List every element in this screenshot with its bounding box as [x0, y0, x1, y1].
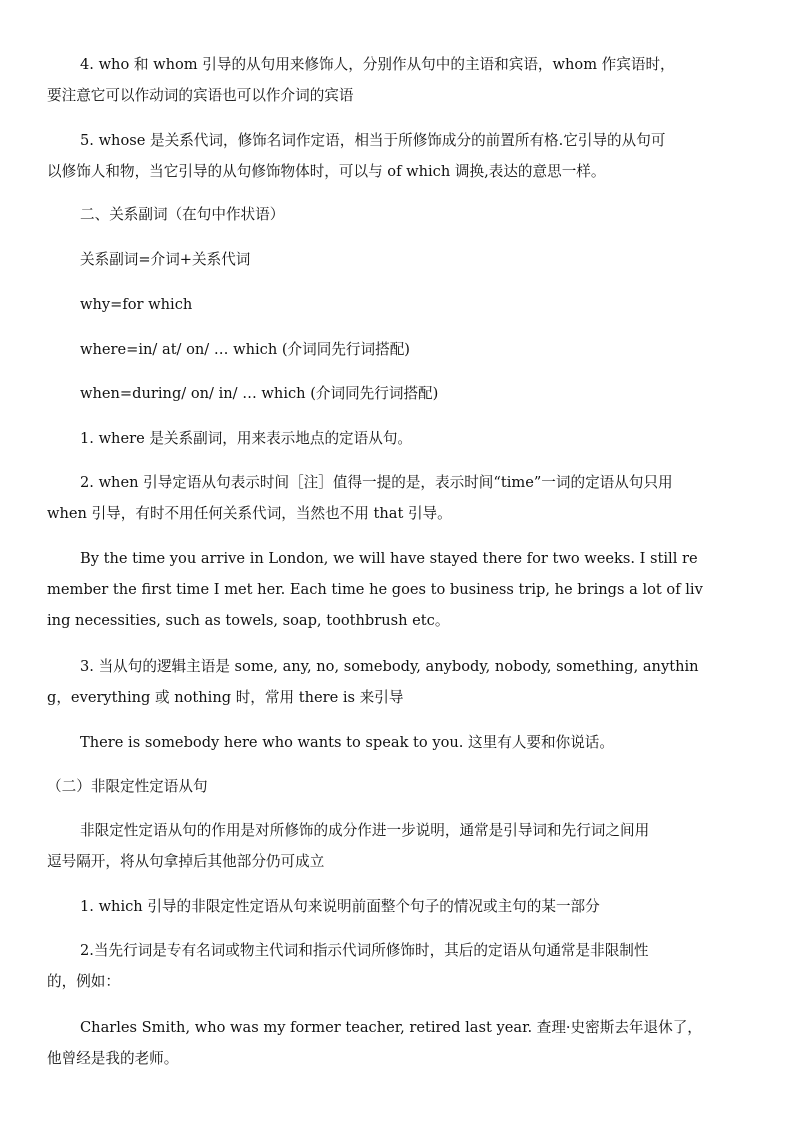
paragraph-when-usage [47, 467, 747, 529]
text-line: when 引导，有时不用任何关系代词，当然也不用 that 引导。 [47, 505, 452, 522]
paragraph-when: when=during/ on/ in/ … which (介词同先行词搭配) [80, 385, 439, 402]
text-line: 以修饰人和物，当它引导的从句修饰物体时，可以与 of which 调换,表达的意思一样。 [47, 163, 606, 180]
paragraph-example-time [47, 543, 747, 636]
text-line: 2. when 引导定语从句表示时间［注］值得一提的是，表示时间“time”一词的定语从句只用 [80, 474, 673, 491]
text-line: 要注意它可以作动词的宾语也可以作介词的宾语 [47, 87, 354, 104]
text-line: 2.当先行词是专有名词或物主代词和指示代词所修饰时，其后的定语从句通常是非限制性 [80, 942, 649, 959]
text-line: 3. 当从句的逻辑主语是 some, any, no, somebody, anybody, nobody, something, anythin [80, 658, 699, 675]
paragraph-there-is-usage [47, 651, 747, 713]
paragraph-adverb-formula: 关系副词=介词+关系代词 [80, 251, 251, 268]
paragraph-non-restrictive-definition [47, 815, 747, 877]
paragraph-why: why=for which [80, 296, 193, 313]
text-line: member the first time I met her. Each time he goes to business trip, he brings a lot of liv [47, 581, 703, 598]
text-line: 他曾经是我的老师。 [47, 1050, 179, 1067]
text-line: 5. whose 是关系代词，修饰名词作定语，相当于所修饰成分的前置所有格.它引导的从句可 [80, 132, 666, 149]
text-line: 的，例如： [47, 973, 120, 990]
text-line: g，everything 或 nothing 时，常用 there is 来引导 [47, 689, 404, 706]
paragraph-who-whom [47, 49, 747, 111]
text-line: By the time you arrive in London, we will have stayed there for two weeks. I still re [80, 550, 698, 567]
paragraph-example-there-is: There is somebody here who wants to speak to you. 这里有人要和你说话。 [80, 734, 614, 751]
text-line: Charles Smith, who was my former teacher, retired last year. 查理·史密斯去年退休了， [80, 1019, 702, 1036]
section-heading-relative-adverbs: 二、关系副词（在句中作状语） [80, 206, 285, 223]
paragraph-where: where=in/ at/ on/ … which (介词同先行词搭配) [80, 341, 410, 358]
paragraph-whose [47, 125, 747, 187]
paragraph-where-usage: 1. where 是关系副词，用来表示地点的定语从句。 [80, 430, 413, 447]
text-line: 4. who 和 whom 引导的从句用来修饰人，分别作从句中的主语和宾语，whom 作宾语时， [80, 56, 675, 73]
paragraph-which-non-restrictive: 1. which 引导的非限定性定语从句来说明前面整个句子的情况或主句的某一部分 [80, 898, 600, 915]
paragraph-proper-noun [47, 935, 747, 997]
section-heading-non-restrictive: （二）非限定性定语从句 [47, 778, 208, 795]
paragraph-example-charles-smith [47, 1012, 747, 1074]
text-line: 非限定性定语从句的作用是对所修饰的成分作进一步说明，通常是引导词和先行词之间用 [80, 822, 650, 839]
text-line: 逗号隔开，将从句拿掉后其他部分仍可成立 [47, 853, 325, 870]
text-line: ing necessities, such as towels, soap, toothbrush etc。 [47, 612, 450, 629]
